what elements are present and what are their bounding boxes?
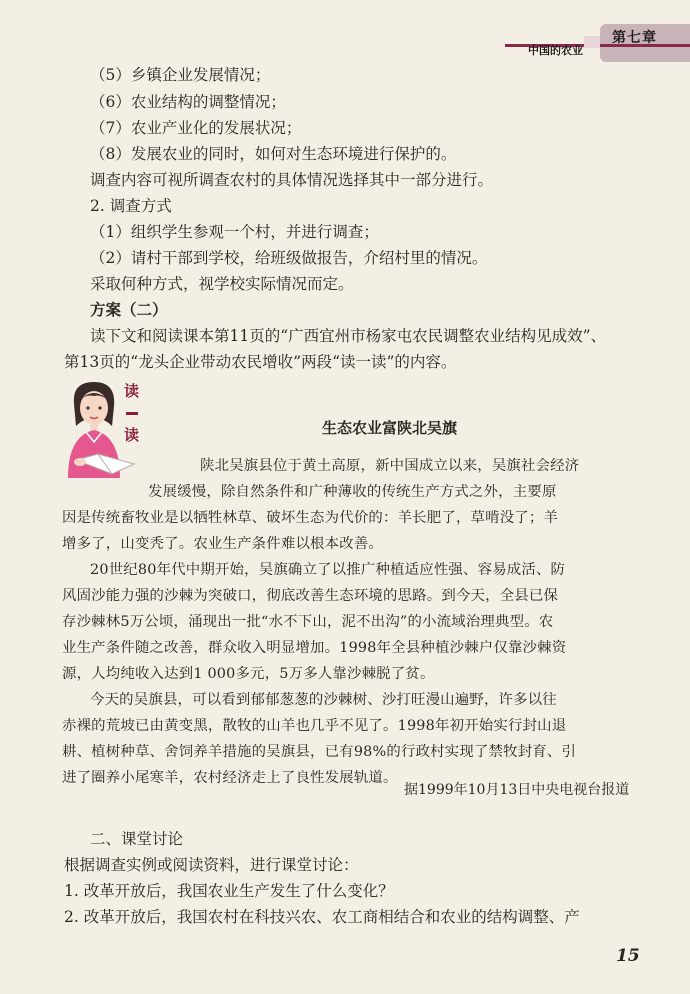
survey-item: （5）乡镇企业发展情况； <box>90 66 271 84</box>
plan-intro: 读下文和阅读课本第11页的“广西宜州市杨家屯农民调整农业结构见成效”、 <box>90 327 607 345</box>
discussion-question: 2. 改革开放后，我国农村在科技兴农、农工商相结合和农业的结构调整、产 <box>64 908 580 926</box>
reading-line: 发展缓慢，除自然条件和广种薄收的传统生产方式之外，主要原 <box>148 484 557 500</box>
survey-note: 调查内容可视所调查农村的具体情况选择其中一部分进行。 <box>90 171 494 189</box>
method-note: 采取何种方式，视学校实际情况而定。 <box>90 275 354 293</box>
method-item: （2）请村干部到学校，给班级做报告，介绍村里的情况。 <box>90 249 488 267</box>
discussion-heading: 二、课堂讨论 <box>90 830 184 848</box>
reading-line: 因是传统畜牧业是以牺牲林草、破坏生态为代价的：羊长肥了，草啃没了；羊 <box>62 510 559 526</box>
reading-line: 今天的吴旗县，可以看到郁郁葱葱的沙棘树、沙打旺漫山遍野，许多以往 <box>90 692 557 708</box>
reading-line: 增多了，山变秃了。农业生产条件难以根本改善。 <box>62 536 383 552</box>
survey-item: （7）农业产业化的发展状况； <box>90 119 302 137</box>
reading-line: 存沙棘林5万公顷，涌现出一批“水不下山，泥不出沟”的小流域治理典型。农 <box>62 614 554 630</box>
section-label: 中国的农业 <box>528 44 583 57</box>
reading-line: 源，人均纯收入达到1 000多元，5万多人靠沙棘脱了贫。 <box>62 666 435 682</box>
reading-line: 进了圈养小尾寒羊，农村经济走上了良性发展轨道。 <box>62 770 398 786</box>
reading-line: 20世纪80年代中期开始，吴旗确立了以推广种植适应性强、容易成活、防 <box>90 562 566 578</box>
method-heading: 2. 调查方式 <box>90 197 172 215</box>
method-item: （1）组织学生参观一个村，并进行调查； <box>90 223 379 241</box>
discussion-intro: 根据调查实例或阅读资料，进行课堂讨论： <box>64 856 359 874</box>
chapter-label: 第七章 <box>612 30 657 46</box>
plan-heading: 方案（二） <box>90 301 168 319</box>
reading-badge-char: 读 <box>124 426 140 444</box>
survey-item: （8）发展农业的同时，如何对生态环境进行保护的。 <box>90 145 457 163</box>
header-marker <box>584 36 600 48</box>
reading-title: 生态农业富陕北吴旗 <box>322 419 458 437</box>
reading-line: 陕北吴旗县位于黄土高原，新中国成立以来，吴旗社会经济 <box>200 458 580 474</box>
reading-line: 赤裸的荒坡已由黄变黑，散牧的山羊也几乎不见了。1998年初开始实行封山退 <box>62 718 567 734</box>
survey-item: （6）农业结构的调整情况； <box>90 93 286 111</box>
plan-intro: 第13页的“龙头企业带动农民增收”两段“读一读”的内容。 <box>64 353 457 371</box>
reading-line: 耕、植树种草、舍饲养羊措施的吴旗县，已有98%的行政村实现了禁牧封育、引 <box>62 744 577 760</box>
reading-badge-char: 读 <box>124 382 140 400</box>
reading-line: 风固沙能力强的沙棘为突破口，彻底改善生态环境的思路。到今天，全县已保 <box>62 588 559 604</box>
reading-badge-dash <box>126 412 138 415</box>
discussion-question: 1. 改革开放后，我国农业生产发生了什么变化？ <box>64 882 394 900</box>
reading-line: 业生产条件随之改善，群众收入明显增加。1998年全县种植沙棘户仅靠沙棘资 <box>62 640 567 656</box>
reading-source: 据1999年10月13日中央电视台报道 <box>404 782 630 798</box>
page-number: 15 <box>616 946 640 966</box>
